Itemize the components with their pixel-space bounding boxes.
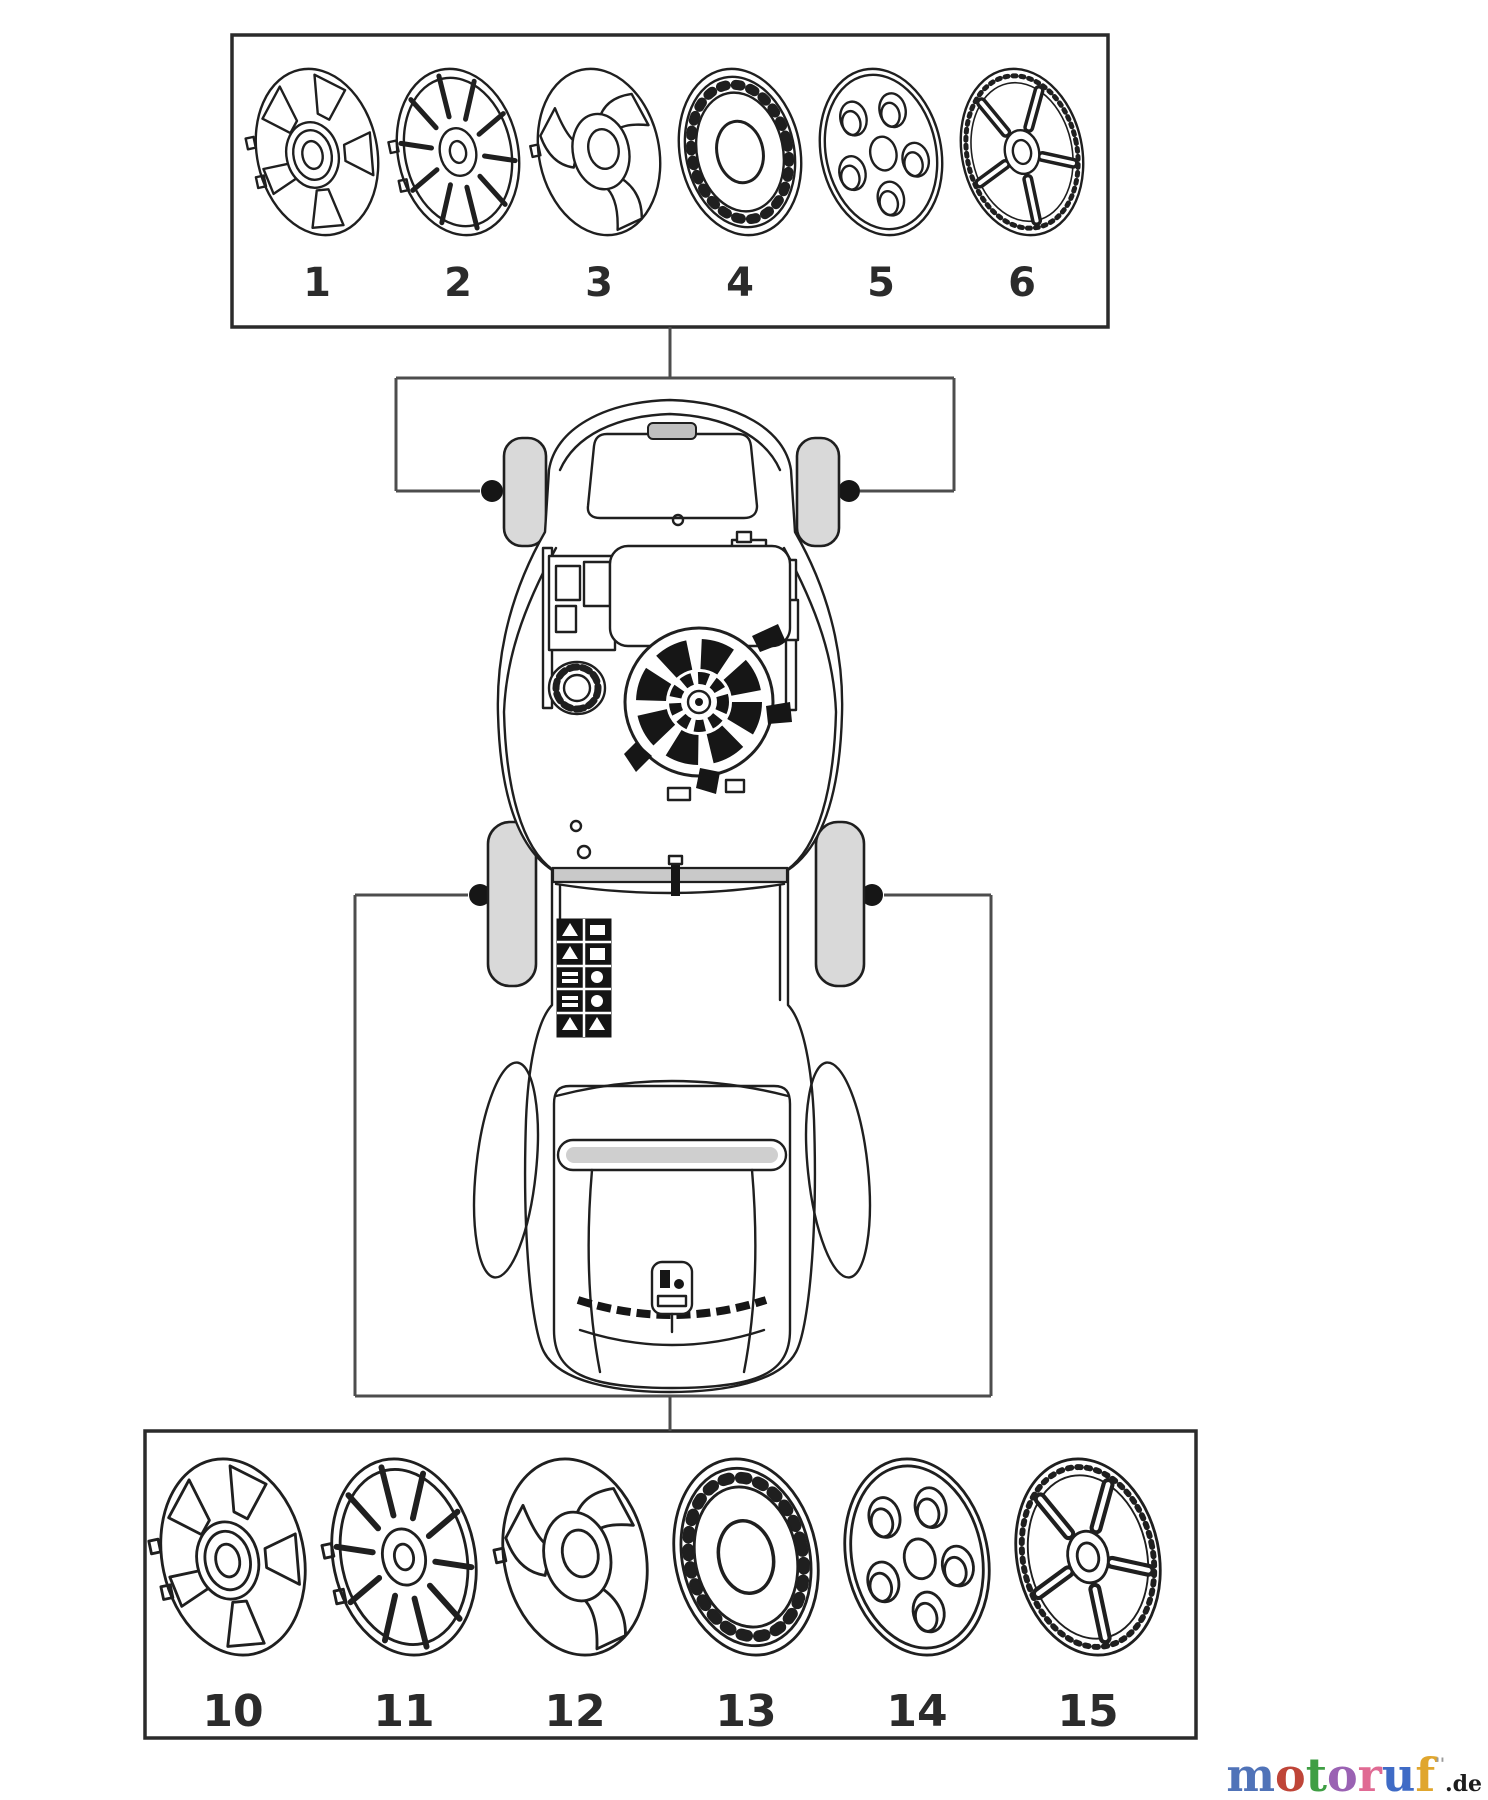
hubcap-ten-spoke-icon (376, 57, 534, 248)
front-hubcap-options-panel (234, 57, 1098, 306)
hubcap-five-spoke-star-icon (946, 57, 1098, 246)
hubcap-ten-spoke-icon (307, 1445, 494, 1670)
part-number-label: 4 (726, 260, 754, 306)
hubcap-five-spoke-fan-icon (234, 57, 393, 248)
hubcap-five-hole-disc-icon (827, 1445, 1007, 1668)
hubcap-five-hole-disc-icon (805, 57, 957, 246)
rear-deck-band (553, 868, 787, 882)
part-number-label: 3 (585, 260, 613, 306)
hubcap-five-spoke-star-icon (998, 1445, 1178, 1668)
handle-grip-pad (648, 423, 696, 439)
hubcap-open-center-ring-icon (656, 1445, 836, 1668)
deck-center-pin (671, 864, 680, 896)
hubcap-three-spoke-swirl-icon (478, 1445, 665, 1670)
mower-top-view-drawing (465, 400, 879, 1392)
part-number-label: 10 (202, 1686, 264, 1737)
front-right-wheel-callout-dot (838, 480, 860, 502)
hubcap-five-spoke-fan-icon (135, 1445, 323, 1670)
front-left-wheel-callout-dot (481, 480, 503, 502)
handle-cowl (588, 434, 757, 518)
part-number-label: 14 (886, 1686, 948, 1737)
part-number-label: 1 (303, 260, 331, 306)
part-number-label: 6 (1008, 260, 1036, 306)
rear-hubcap-options-panel (135, 1445, 1178, 1737)
part-number-label: 5 (867, 260, 895, 306)
grass-catcher (554, 1081, 790, 1388)
hubcap-three-spoke-swirl-icon (517, 57, 675, 248)
brand-logo: motoruf''$_{.de}$ (1226, 1748, 1482, 1800)
part-number-label: 2 (444, 260, 472, 306)
rear-right-wheel (816, 822, 864, 986)
front-right-wheel (797, 438, 839, 546)
hubcap-open-center-ring-icon (664, 57, 816, 246)
part-number-label: 12 (544, 1686, 606, 1737)
warning-decal (557, 919, 611, 1037)
part-number-label: 11 (373, 1686, 435, 1737)
part-number-label: 13 (715, 1686, 777, 1737)
front-left-wheel (504, 438, 546, 546)
part-number-label: 15 (1057, 1686, 1119, 1737)
